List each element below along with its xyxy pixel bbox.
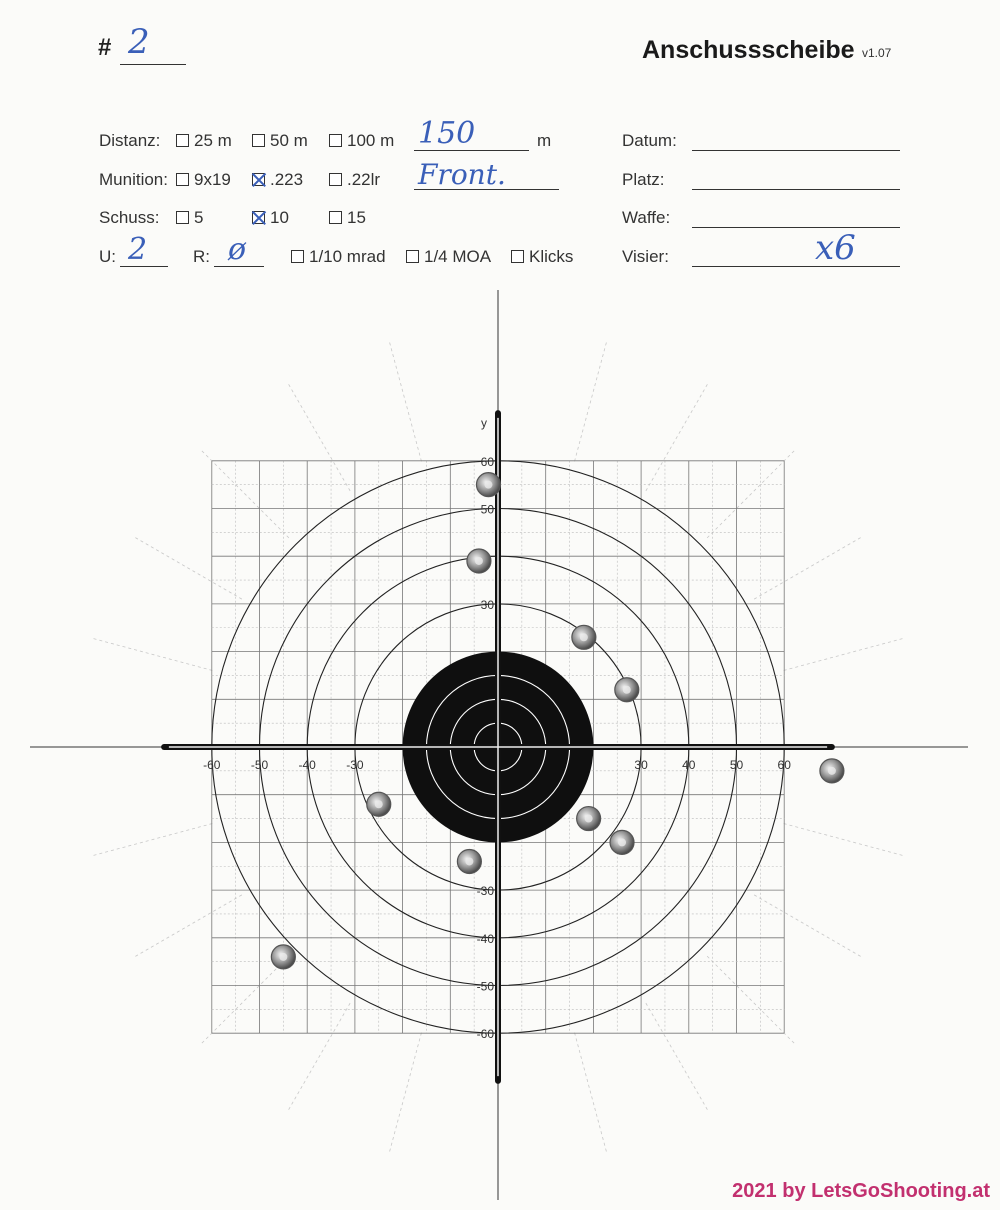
radial-guide-line	[93, 824, 213, 856]
number-label: #	[98, 34, 112, 61]
radial-guide-line	[646, 383, 708, 490]
bullet-hole-center	[279, 953, 287, 961]
schuss-option-15[interactable]: 15	[329, 208, 366, 228]
radial-guide-line	[288, 1003, 350, 1110]
radial-guide-line	[288, 383, 350, 490]
footer-credit: 2021 by LetsGoShooting.at	[732, 1180, 990, 1202]
u-field[interactable]: 2	[128, 232, 148, 267]
platz-label: Platz:	[622, 170, 665, 189]
radial-guide-line	[784, 824, 904, 856]
bullet-hole-center	[618, 838, 626, 846]
radial-guide-line	[575, 1033, 607, 1153]
bullet-hole-center	[375, 800, 383, 808]
radial-guide-line	[754, 537, 861, 599]
y-axis-label: y	[481, 415, 487, 430]
radial-guide-line	[707, 450, 795, 538]
distanz-label: Distanz:	[99, 131, 161, 150]
unit-option-moa[interactable]: 1/4 MOA	[406, 247, 491, 267]
y-tick-label: -60	[476, 1027, 494, 1042]
unit-option-mrad[interactable]: 1/10 mrad	[291, 247, 386, 267]
u-label: U:	[99, 247, 116, 266]
x-tick-label: -50	[250, 758, 269, 772]
distanz-option-50[interactable]: 50 m	[252, 131, 308, 151]
distanz-option-25[interactable]: 25 m	[176, 131, 232, 151]
version-label: v1.07	[862, 46, 892, 60]
radial-guide-line	[646, 1003, 708, 1110]
schuss-option-5[interactable]: 5	[176, 208, 203, 228]
y-tick-label: 50	[480, 502, 494, 517]
bullet-hole-center	[623, 686, 631, 694]
munition-label: Munition:	[99, 170, 168, 189]
number-value[interactable]: 2	[128, 22, 150, 62]
radial-guide-line	[201, 956, 289, 1044]
distanz-custom-field[interactable]: 150	[418, 116, 476, 151]
datum-label: Datum:	[622, 131, 677, 150]
bullet-hole-center	[828, 767, 836, 775]
radial-guide-line	[389, 342, 421, 462]
x-tick-label: 60	[777, 758, 791, 772]
radial-guide-line	[707, 956, 795, 1044]
y-tick-label: 30	[480, 597, 494, 612]
munition-option-22lr[interactable]: .22lr	[329, 170, 380, 190]
waffe-label: Waffe:	[622, 208, 671, 227]
radial-guide-line	[575, 342, 607, 462]
schuss-label: Schuss:	[99, 208, 160, 227]
y-tick-label: -50	[476, 979, 494, 994]
y-tick-label: -30	[476, 884, 494, 899]
bullet-hole-center	[484, 481, 492, 489]
distanz-unit: m	[537, 131, 552, 150]
bullet-hole-center	[475, 557, 483, 565]
bullet-hole-center	[465, 857, 473, 865]
x-tick-label: -40	[298, 758, 316, 772]
page-title: Anschussscheibe	[642, 36, 855, 64]
x-tick-label: 50	[729, 758, 744, 772]
distanz-option-100[interactable]: 100 m	[329, 131, 394, 151]
y-tick-label: 60	[480, 454, 494, 469]
x-tick-label: -30	[346, 758, 364, 772]
radial-guide-line	[134, 895, 241, 957]
unit-option-klicks[interactable]: Klicks	[511, 247, 573, 267]
schuss-option-10[interactable]: 10	[252, 208, 289, 228]
munition-option-223[interactable]: .223	[252, 170, 303, 190]
munition-option-9x19[interactable]: 9x19	[176, 170, 231, 190]
radial-guide-line	[389, 1033, 421, 1153]
bullet-hole-center	[580, 633, 588, 641]
visier-label: Visier:	[622, 247, 669, 266]
visier-field[interactable]: x6	[815, 228, 856, 268]
y-tick-label: -40	[476, 931, 494, 946]
radial-guide-line	[134, 537, 241, 599]
r-field[interactable]: ø	[228, 232, 247, 267]
bullet-hole-center	[585, 815, 593, 823]
x-tick-label: -60	[203, 758, 221, 772]
radial-guide-line	[201, 450, 289, 538]
munition-custom-field[interactable]: Front.	[418, 158, 506, 191]
radial-guide-line	[754, 895, 861, 957]
x-tick-label: 40	[682, 758, 696, 772]
radial-guide-line	[784, 638, 904, 670]
radial-guide-line	[93, 638, 213, 670]
x-tick-label: 30	[634, 758, 648, 772]
r-label: R:	[193, 247, 210, 266]
